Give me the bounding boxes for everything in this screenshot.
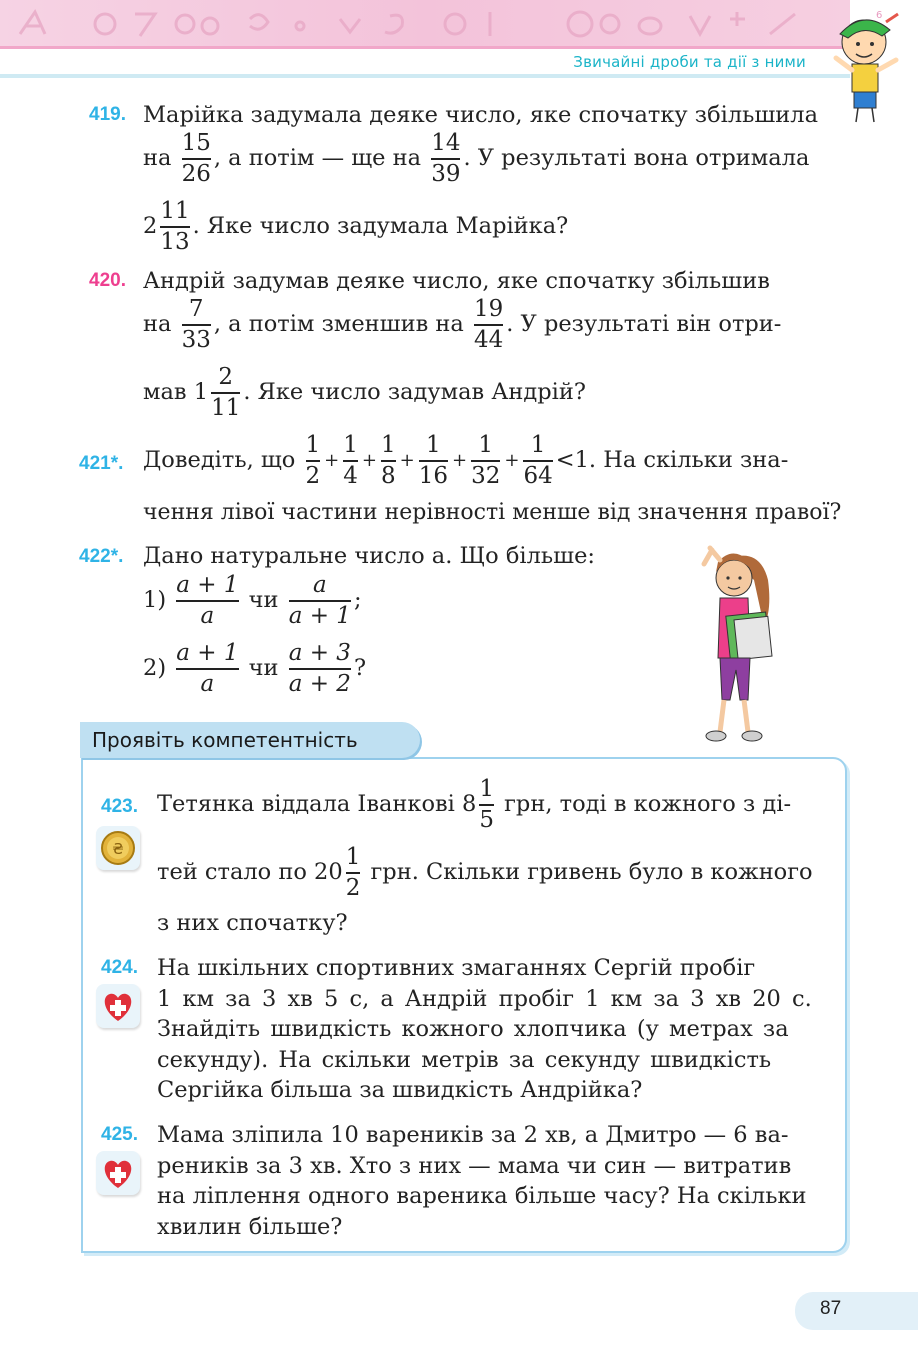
problem-423-line-3: з них спочатку? — [157, 910, 348, 936]
math-doodles-decoration — [10, 4, 830, 44]
problem-425-line-3: на ліплення одного вареника більше часу? На скільки — [157, 1183, 807, 1209]
fraction-19-44: $\frac{19}{44}$ — [473, 296, 504, 353]
problem-number-420: 420. — [89, 270, 126, 291]
problem-424-line-1: На шкільних спортивних змаганнях Сергій пробіг — [157, 955, 756, 981]
svg-text:₴: ₴ — [112, 840, 124, 858]
fraction-2-11: $\frac{2}{11}$ — [211, 364, 241, 421]
fraction-a-plus-1-over-a: а + 1 а — [176, 572, 239, 629]
problem-423-line-1: Тетянка віддала Іванкові 8 $\frac{1}{5}$ грн, тоді в кожного з ді- — [157, 776, 792, 833]
problem-number-421: 421*. — [79, 453, 124, 474]
problem-number-424: 424. — [101, 957, 138, 978]
fraction-15-26: $\frac{15}{26}$ — [181, 130, 211, 187]
problem-419-line-1: Марійка задумала деяке число, яке спочатку збільшила — [143, 102, 818, 128]
coin-icon — [96, 826, 140, 870]
competence-title: Проявіть компетентність — [92, 728, 358, 752]
problem-number-422: 422*. — [79, 546, 124, 567]
fraction-1-16: $\frac{1}{16}$ — [418, 432, 448, 489]
fraction-1-2: $\frac{1}{2}$ — [305, 432, 321, 489]
problem-number-425: 425. — [101, 1124, 138, 1145]
chapter-title: Звичайні дроби та дії з ними — [573, 53, 806, 71]
problem-425-line-1: Мама зліпила 10 вареників за 2 хв, а Дмитро — 6 ва- — [157, 1122, 789, 1148]
problem-424-line-5: Сергійка більша за швидкість Андрійка? — [157, 1077, 643, 1103]
problem-424-line-4: секунду). На скільки метрів за секунду швидкість — [157, 1047, 772, 1073]
health-heart-icon — [96, 1151, 140, 1195]
fraction-a-plus-1-over-a-2: а + 1 а — [176, 640, 239, 697]
fraction-7-33: $\frac{7}{33}$ — [181, 296, 211, 353]
fraction-1-4: $\frac{1}{4}$ — [343, 432, 358, 489]
problem-422-item-1: 1) а + 1 а чи а а + 1 ; — [143, 572, 362, 629]
fraction-1-8: $\frac{1}{8}$ — [380, 432, 396, 489]
girl-with-books-illustration — [690, 540, 780, 745]
problem-420-line-2: на $\frac{7}{33}$ , а потім зменшив на $\frac{19}{44}$ . У результаті він отри- — [143, 296, 782, 353]
problem-419-line-3: 2 $\frac{11}{13}$ . Яке число задумала Марійка? — [143, 198, 569, 255]
problem-425-line-4: хвилин більше? — [157, 1214, 343, 1240]
problem-422-item-2: 2) а + 1 а чи а + 3 а + 2 ? — [143, 640, 367, 697]
fraction-14-39: $\frac{14}{39}$ — [431, 130, 461, 187]
page-number-tab — [795, 1292, 918, 1330]
fraction-11-13: $\frac{11}{13}$ — [160, 198, 190, 255]
problem-423-line-2: тей стало по 20 $\frac{1}{2}$ грн. Скільки гривень було в кожного — [157, 844, 813, 901]
fraction-1-32: $\frac{1}{32}$ — [471, 432, 501, 489]
problem-number-419: 419. — [89, 104, 126, 125]
problem-421-line-1: Доведіть, що $\frac{1}{2}$ + $\frac{1}{4}$ + $\frac{1}{8}$ + $\frac{1}{16}$ + $\frac{1}{32}$ + $\frac{1}{64}$ <1. На скільки зна- — [143, 432, 789, 489]
problem-421-line-2: чення лівої частини нерівності менше від значення правої? — [143, 500, 842, 525]
fraction-a-plus-3-over-a-plus-2: а + 3 а + 2 — [288, 640, 351, 697]
problem-419-line-2: на $\frac{15}{26}$ , а потім — ще на $\frac{14}{39}$ . У результаті вона отримала — [143, 130, 810, 187]
fraction-1-64: $\frac{1}{64}$ — [523, 432, 553, 489]
problem-425-line-2: реників за 3 хв. Хто з них — мама чи син — витратив — [157, 1153, 792, 1179]
fraction-1-5: $\frac{1}{5}$ — [479, 776, 494, 833]
health-heart-icon — [96, 984, 140, 1028]
problem-422-line-1: Дано натуральне число а. Що більше: — [143, 543, 595, 569]
page-number: 87 — [820, 1298, 842, 1319]
boy-illustration — [826, 4, 906, 124]
fraction-1-2-b: $\frac{1}{2}$ — [345, 844, 361, 901]
problem-424-line-2: 1 км за 3 хв 5 с, а Андрій пробіг 1 км за 3 хв 20 с. — [157, 986, 812, 1012]
problem-420-line-3: мав 1 $\frac{2}{11}$ . Яке число задумав Андрій? — [143, 364, 586, 421]
problem-number-423: 423. — [101, 796, 138, 817]
problem-420-line-1: Андрій задумав деяке число, яке спочатку збільшив — [143, 268, 770, 294]
header-underline — [0, 74, 850, 78]
svg-text:6: 6 — [876, 10, 883, 21]
problem-424-line-3: Знайдіть швидкість кожного хлопчика (у метрах за — [157, 1016, 789, 1042]
fraction-a-over-a-plus-1: а а + 1 — [288, 572, 351, 629]
